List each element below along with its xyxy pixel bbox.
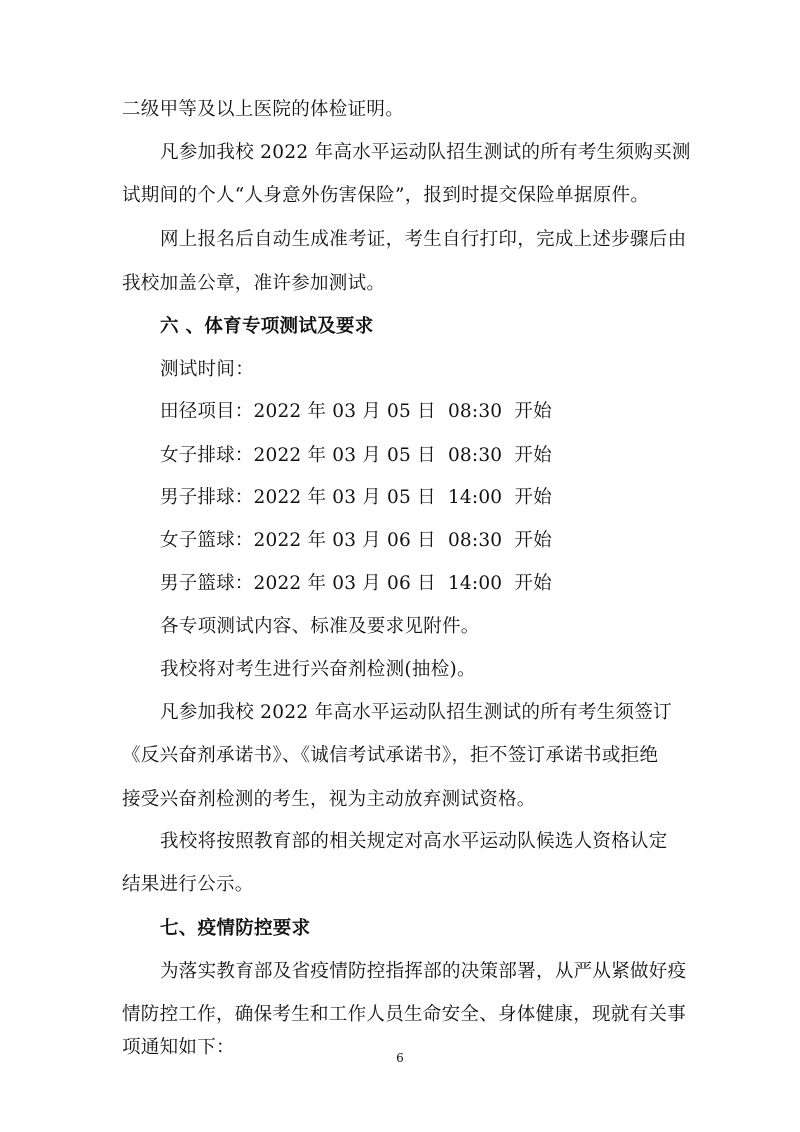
text-line: 凡参加我校 2022 年高水平运动队招生测试的所有考生须签订: [160, 702, 672, 723]
schedule-time: 2022 年 03 月 05 日 08:30 开始: [253, 445, 552, 466]
text-line: 我校将按照教育部的相关规定对高水平运动队候选人资格认定: [160, 831, 668, 852]
text-line: 我校加盖公章，准许参加测试。: [122, 273, 386, 294]
page-number: 6: [396, 1051, 404, 1065]
schedule-row: [160, 572, 552, 596]
text-line: 各专项测试内容、标准及要求见附件。: [160, 616, 480, 637]
schedule-time: 2022 年 03 月 05 日 08:30 开始: [253, 401, 552, 422]
schedule-row: [160, 529, 552, 553]
schedule-item: 女子排球：: [160, 445, 254, 466]
schedule-time: 2022 年 03 月 06 日 08:30 开始: [253, 530, 552, 551]
schedule-item: 男子排球：: [160, 487, 254, 508]
schedule-row: [160, 486, 552, 510]
section-heading-seven: 七、疫情防控要求: [160, 918, 311, 939]
schedule-item: 男子篮球：: [160, 573, 254, 594]
text-line: 《反兴奋剂承诺书》、《诚信考试承诺书》，拒不签订承诺书或拒绝: [122, 745, 659, 766]
text-line: 项通知如下：: [122, 1037, 235, 1058]
schedule-item: 田径项目：: [160, 401, 254, 422]
text-line: 我校将对考生进行兴奋剂检测(抽检)。: [160, 659, 476, 680]
schedule-row: [160, 444, 552, 468]
text-line: 二级甲等及以上医院的体检证明。: [122, 99, 405, 120]
text-line: 为落实教育部及省疫情防控指挥部的决策部署，从严从紧做好疫: [160, 961, 687, 982]
schedule-time: 2022 年 03 月 06 日 14:00 开始: [253, 573, 552, 594]
schedule-row: [160, 400, 552, 424]
text-line: 接受兴奋剂检测的考生，视为主动放弃测试资格。: [122, 789, 536, 810]
text-line: 测试时间：: [160, 359, 255, 380]
text-line: 网上报名后自动生成准考证，考生自行打印，完成上述步骤后由: [160, 229, 687, 250]
text-line: 试期间的个人“人身意外伤害保险”，报到时提交保险单据原件。: [122, 185, 650, 206]
schedule-time: 2022 年 03 月 05 日 14:00 开始: [253, 487, 552, 508]
text-line: 结果进行公示。: [122, 874, 254, 895]
schedule-item: 女子篮球：: [160, 530, 254, 551]
text-line: 凡参加我校 2022 年高水平运动队招生测试的所有考生须购买测: [160, 142, 691, 163]
section-heading-six: 六 、体育专项测试及要求: [160, 316, 374, 337]
text-line: 情防控工作，确保考生和工作人员生命安全、身体健康，现就有关事: [122, 1004, 687, 1025]
